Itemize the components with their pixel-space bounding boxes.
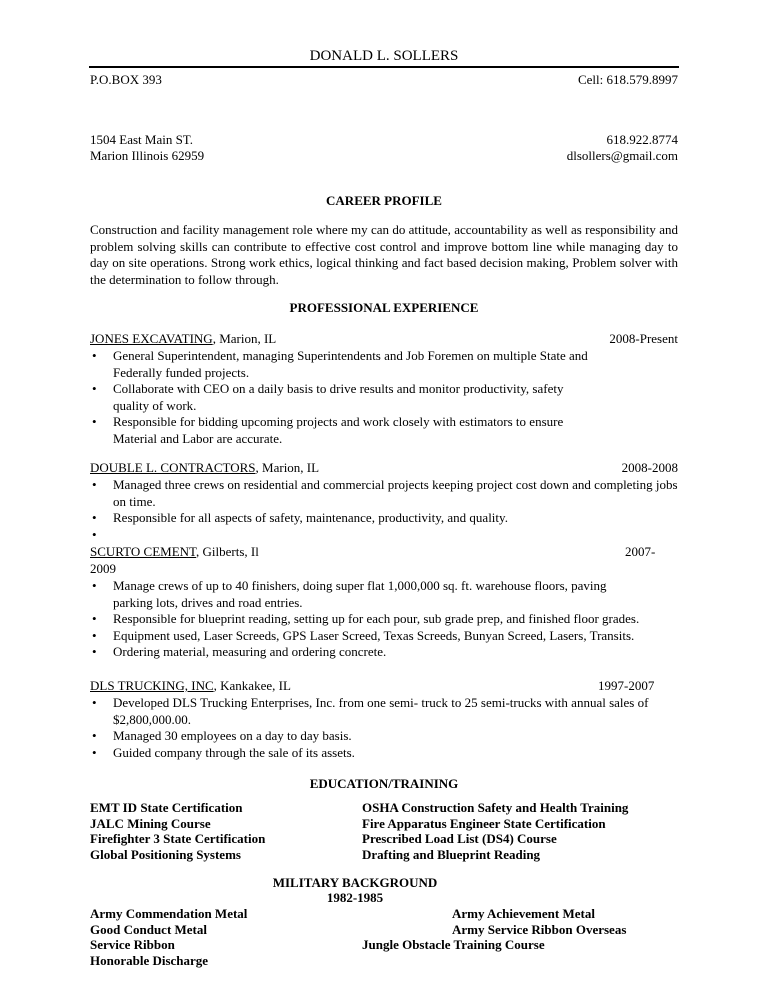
education-item: OSHA Construction Safety and Health Training [362,800,629,815]
career-profile-text: Construction and facility management role where my can do attitude, accountability as well as responsibility and problem solving skills can contribute to effective cost control and improve bottom line while managing day to day on site operations. Strong work ethics, logical thinking and fact based decision making, Problem solver with the determination to follow through. [90,222,678,287]
po-box: P.O.BOX 393 [90,72,162,87]
job-dates: 2008-Present [609,331,678,346]
education-item: Drafting and Blueprint Reading [362,846,541,862]
job-jones-excavating [90,331,678,447]
resume-name: DONALD L. SOLLERS [309,48,459,64]
company-name: JONES EXCAVATING [90,331,213,346]
experience-heading: PROFESSIONAL EXPERIENCE [289,300,479,315]
education-item: Firefighter 3 State Certification [90,831,266,846]
military-award: Army Service Ribbon Overseas [452,921,627,937]
job-bullet: • Responsible for all aspects of safety, maintenance, productivity, and quality. [90,510,678,527]
education-heading: EDUCATION/TRAINING [309,776,459,791]
job-bullet: • General Superintendent, managing Superintendents and Job Foremen on multiple State and Federally funded projects. [90,348,590,381]
job-dates: 2007- [625,544,656,559]
job-bullet: • Responsible for blueprint reading, setting up for each pour, sub grade prep, and finished floor grades. [90,611,678,628]
education-item: Prescribed Load List (DS4) Course [362,831,557,846]
military-list [90,906,690,968]
education-list [90,800,690,862]
military-award: Jungle Obstacle Training Course [362,937,545,952]
military-years: 1982-1985 [326,890,384,905]
street-address: 1504 East Main ST. [90,132,194,147]
job-bullet: • Collaborate with CEO on a daily basis to drive results and monitor productivity, safety quality of work. [90,381,590,414]
company-location: , Gilberts, Il [196,544,259,559]
job-bullet: • Developed DLS Trucking Enterprises, Inc. from one semi- truck to 25 semi-trucks with annual sales of $2,800,000.00. [90,695,678,728]
job-scurto-cement [90,544,678,661]
job-dls-trucking [90,678,678,761]
military-heading: MILITARY BACKGROUND [272,875,438,890]
company-location: , Kankakee, IL [213,678,291,693]
education-item: Global Positioning Systems [90,846,241,862]
military-award: Honorable Discharge [90,952,209,968]
military-award: Service Ribbon [90,937,175,952]
education-item: JALC Mining Course [90,815,211,831]
company-location: , Marion, IL [212,331,277,346]
education-item: Fire Apparatus Engineer State Certification [362,815,606,831]
education-item: EMT ID State Certification [90,800,243,815]
job-bullet: • Equipment used, Laser Screeds, GPS Laser Screed, Texas Screeds, Bunyan Screed, Lasers, Transits. [90,628,678,645]
military-award: Army Commendation Metal [90,906,248,921]
job-bullet: • Guided company through the sale of its assets. [90,745,678,762]
job-dates-continued: 2009 [90,561,116,576]
job-double-l-contractors [90,460,678,543]
phone: 618.922.8774 [606,132,678,147]
job-dates: 2008-2008 [621,460,678,475]
company-name: DLS TRUCKING, INC [90,678,214,693]
header-rule [89,66,679,68]
job-bullet [90,527,678,544]
job-bullet: • Managed 30 employees on a day to day basis. [90,728,678,745]
job-bullet: • Managed three crews on residential and commercial projects keeping project cost down and completing jobs on time. [90,477,678,510]
company-name: SCURTO CEMENT [90,544,196,559]
job-bullet: • Manage crews of up to 40 finishers, doing super flat 1,000,000 sq. ft. warehouse floors, paving parking lots, drives and road entries. [90,578,678,611]
email[interactable]: dlsollers@gmail.com [566,148,678,163]
military-award: Army Achievement Metal [452,906,595,921]
career-profile-heading: CAREER PROFILE [326,193,442,208]
cell-phone: Cell: 618.579.8997 [577,72,678,87]
job-bullet: • Ordering material, measuring and ordering concrete. [90,644,678,661]
company-name: DOUBLE L. CONTRACTORS [90,460,256,475]
company-location: , Marion, IL [255,460,320,475]
job-bullet: • Responsible for bidding upcoming projects and work closely with estimators to ensure Material and Labor are accurate. [90,414,590,447]
job-dates: 1997-2007 [598,678,655,693]
military-award: Good Conduct Metal [90,921,207,937]
city-state-zip: Marion Illinois 62959 [90,148,205,163]
